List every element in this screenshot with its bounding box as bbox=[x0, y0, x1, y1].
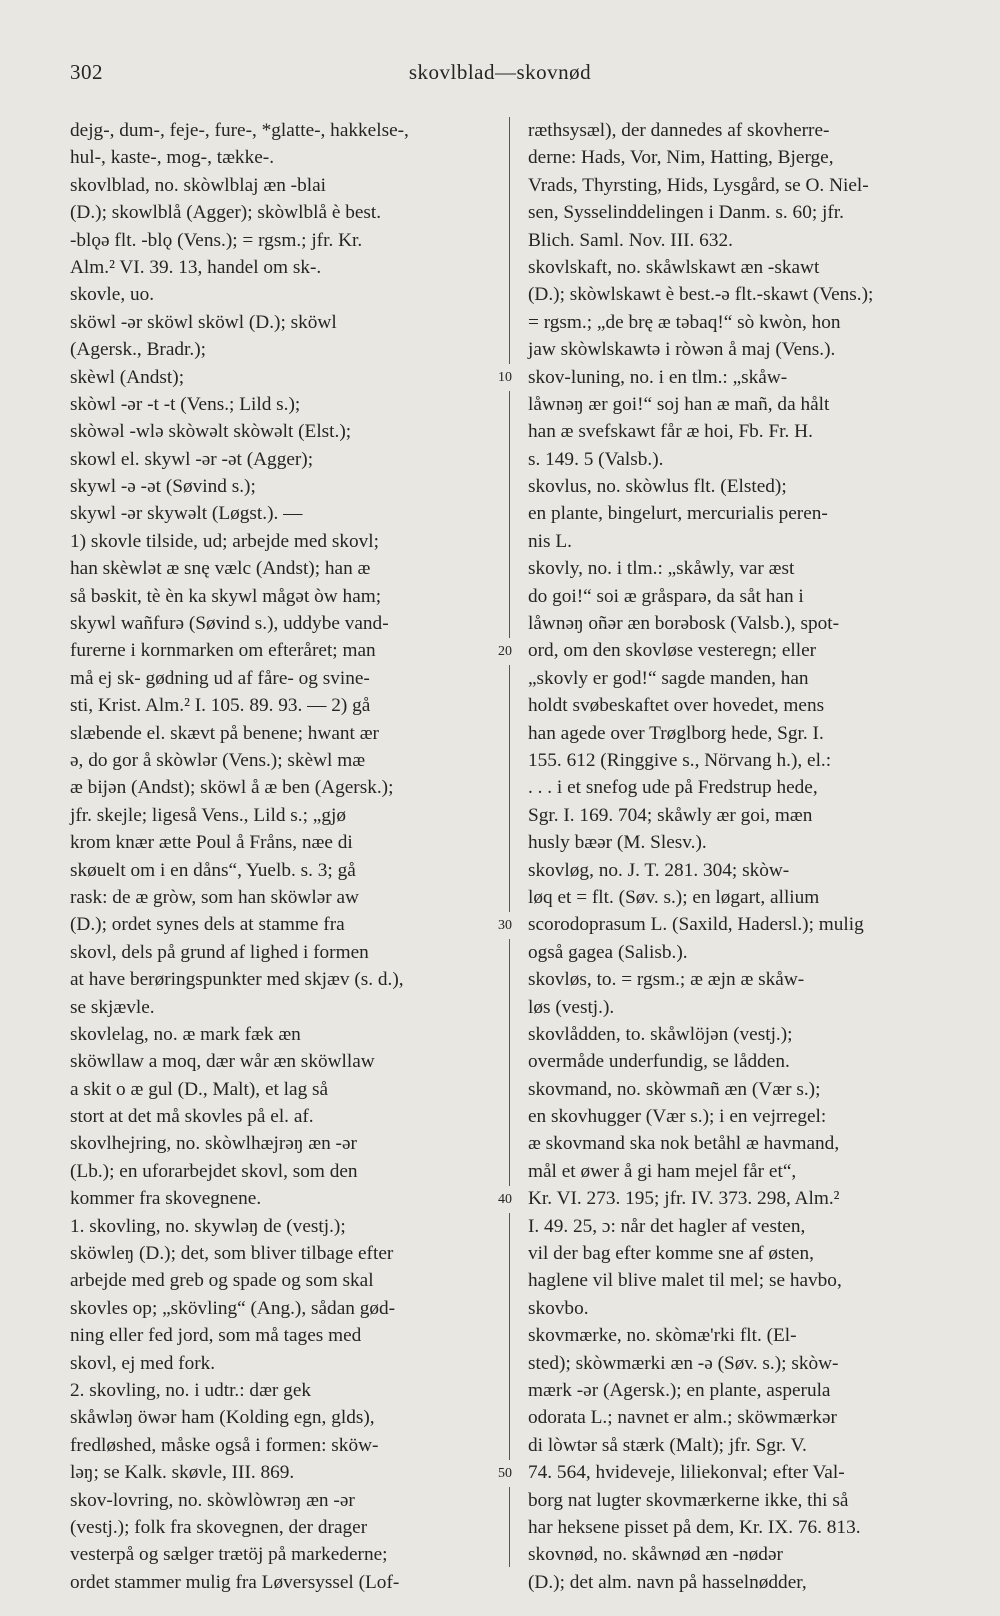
text-line: skovl, ej med fork. bbox=[70, 1352, 216, 1374]
text-line: furerne i kornmarken om efteråret; man bbox=[70, 640, 376, 662]
text-line: sköwleŋ (D.); det, som bliver tilbage efter bbox=[70, 1243, 394, 1265]
text-line: skov-luning, no. i en tlm.: „skåw- bbox=[528, 366, 788, 388]
text-line: skovly, no. i tlm.: „skåwly, var æst bbox=[528, 558, 795, 580]
text-line: sted); skòwmærki æn -ə (Søv. s.); skòw- bbox=[528, 1352, 839, 1374]
text-line: skov-lovring, no. skòwlòwrəŋ æn -ər bbox=[70, 1489, 355, 1511]
text-line: at have berøringspunkter med skjæv (s. d.), bbox=[70, 969, 404, 991]
text-line: sköwl -ər sköwl sköwl (D.); sköwl bbox=[70, 311, 337, 333]
text-line: se skjævle. bbox=[70, 996, 155, 1018]
text-line: skovmærke, no. skòmæ'rki flt. (El- bbox=[528, 1325, 797, 1347]
text-line: rask: de æ gròw, som han sköwlər aw bbox=[70, 886, 359, 908]
text-line: skovles op; „skövling“ (Ang.), sådan gød- bbox=[70, 1297, 396, 1319]
text-line: ræthsysæl), der dannedes af skovherre- bbox=[528, 120, 830, 141]
line-number: 30 bbox=[489, 912, 521, 939]
text-line: sti, Krist. Alm.² I. 105. 89. 93. — 2) gå bbox=[70, 695, 371, 717]
text-line: en plante, bingelurt, mercurialis peren- bbox=[528, 503, 828, 525]
text-line: s. 149. 5 (Valsb.). bbox=[528, 448, 664, 470]
text-line: (D.); ordet synes dels at stamme fra bbox=[70, 914, 345, 936]
running-head: skovlblad—skovnød bbox=[408, 60, 592, 84]
text-line: æ bijən (Andst); sköwl å æ ben (Agersk.); bbox=[70, 777, 394, 799]
text-line: skovmand, no. skòwmañ æn (Vær s.); bbox=[528, 1078, 821, 1100]
text-line: skovlhejring, no. skòwlhæjrəŋ æn -ər bbox=[70, 1133, 357, 1155]
text-line: Kr. VI. 273. 195; jfr. IV. 373. 298, Alm.² bbox=[528, 1188, 840, 1210]
text-line: -blǫə flt. -blǫ (Vens.); = rgsm.; jfr. Kr. bbox=[70, 229, 363, 251]
text-line: nis L. bbox=[528, 530, 572, 552]
text-line: sköwllaw a moq, dær wår æn sköwllaw bbox=[70, 1051, 375, 1073]
text-line: (D.); skowlblå (Agger); skòwlblå è best. bbox=[70, 202, 382, 224]
text-line: ordet stammer mulig fra Løversyssel (Lof- bbox=[70, 1571, 400, 1593]
text-line: så bəskit, tè èn ka skywl mågət òw ham; bbox=[70, 585, 382, 607]
line-number: 50 bbox=[489, 1460, 521, 1487]
text-line: han æ svefskawt får æ hoi, Fb. Fr. H. bbox=[528, 421, 813, 443]
text-line: = rgsm.; „de brę æ təbaq!“ sò kwòn, hon bbox=[528, 311, 841, 333]
text-line: Sgr. I. 169. 704; skåwly ær goi, mæn bbox=[528, 804, 813, 826]
text-line: ə, do gor å skòwlər (Vens.); skèwl mæ bbox=[70, 749, 366, 771]
text-line: æ skovmand ska nok betåhl æ havmand, bbox=[528, 1133, 840, 1155]
text-line: sen, Sysselinddelingen i Danm. s. 60; jfr. bbox=[528, 202, 844, 224]
column-divider bbox=[509, 117, 510, 1567]
text-line: do goi!“ soi æ gråsparə, da såt han i bbox=[528, 585, 804, 607]
text-line: skovbo. bbox=[528, 1297, 589, 1319]
left-column bbox=[70, 117, 499, 1596]
text-line: skovlådden, to. skåwlöjən (vestj.); bbox=[528, 1023, 793, 1045]
text-line: ləŋ; se Kalk. skøvle, III. 869. bbox=[70, 1462, 295, 1484]
text-line: . . . i et snefog ude på Fredstrup hede, bbox=[528, 777, 818, 799]
text-line: slæbende el. skævt på benene; hwant ær bbox=[70, 722, 379, 744]
text-line: haglene vil blive malet til mel; se havbo, bbox=[528, 1270, 842, 1292]
text-line: (Lb.); en uforarbejdet skovl, som den bbox=[70, 1160, 358, 1182]
text-line: „skovly er god!“ sagde manden, han bbox=[528, 667, 809, 689]
text-line: krom knær ætte Poul å Fråns, næe di bbox=[70, 832, 353, 854]
right-column bbox=[528, 117, 957, 1596]
text-line: stort at det må skovles på el. af. bbox=[70, 1106, 314, 1128]
text-line: skovle, uo. bbox=[70, 284, 155, 306]
text-line: har heksene pisset på dem, Kr. IX. 76. 813. bbox=[528, 1516, 861, 1538]
text-line: vesterpå og sælger trætöj på markederne; bbox=[70, 1544, 388, 1566]
text-line: mærk -ər (Agersk.); en plante, asperula bbox=[528, 1379, 831, 1401]
text-line: Alm.² VI. 39. 13, handel om sk-. bbox=[70, 256, 322, 278]
text-line: borg nat lugter skovmærkerne ikke, thi så bbox=[528, 1489, 849, 1511]
text-line: (vestj.); folk fra skovegnen, der drager bbox=[70, 1516, 368, 1538]
text-line: skywl -ər skywəlt (Løgst.). — bbox=[70, 503, 303, 525]
text-line: jaw skòwlskawtə i ròwən å maj (Vens.). bbox=[528, 339, 836, 361]
text-line: ning eller fed jord, som må tages med bbox=[70, 1325, 362, 1347]
text-line: derne: Hads, Vor, Nim, Hatting, Bjerge, bbox=[528, 147, 834, 169]
text-line: løs (vestj.). bbox=[528, 996, 615, 1018]
text-line: skòwl -ər -t -t (Vens.; Lild s.); bbox=[70, 393, 301, 415]
text-line: fredløshed, måske også i formen: sköw- bbox=[70, 1434, 379, 1456]
text-line: skovlblad, no. skòwlblaj æn -blai bbox=[70, 174, 326, 196]
text-line: (D.); skòwlskawt è best.-ə flt.-skawt (Vens.); bbox=[528, 284, 874, 306]
text-line: skovnød, no. skåwnød æn -nødər bbox=[528, 1544, 783, 1566]
text-line: også gagea (Salisb.). bbox=[528, 941, 688, 963]
text-line: arbejde med greb og spade og som skal bbox=[70, 1270, 374, 1292]
text-line: skovlus, no. skòwlus flt. (Elsted); bbox=[528, 476, 787, 498]
text-line: 1) skovle tilside, ud; arbejde med skovl; bbox=[70, 530, 379, 552]
text-line: jfr. skejle; ligeså Vens., Lild s.; „gjø bbox=[70, 804, 346, 826]
text-line: 74. 564, hvideveje, liliekonval; efter Val- bbox=[528, 1462, 845, 1484]
text-line: låwnəŋ oñər æn borəbosk (Valsb.), spot- bbox=[528, 613, 840, 635]
text-line: skywl -ə -ət (Søvind s.); bbox=[70, 476, 256, 498]
text-line: skèwl (Andst); bbox=[70, 366, 185, 388]
text-line: må ej sk- gødning ud af fåre- og svine- bbox=[70, 667, 370, 689]
page-number: 302 bbox=[70, 60, 103, 84]
text-line: vil der bag efter komme sne af østen, bbox=[528, 1243, 814, 1265]
text-line: I. 49. 25, ɔ: når det hagler af vesten, bbox=[528, 1215, 806, 1237]
text-line: skowl el. skywl -ər -ət (Agger); bbox=[70, 448, 314, 470]
text-line: han agede over Trøglborg hede, Sgr. I. bbox=[528, 722, 824, 744]
text-line: skovlskaft, no. skåwlskawt æn -skawt bbox=[528, 256, 820, 278]
text-line: skøuelt om i en dåns“, Yuelb. s. 3; gå bbox=[70, 859, 356, 881]
text-line: skòwəl -wlə skòwəlt skòwəlt (Elst.); bbox=[70, 421, 352, 443]
line-number: 40 bbox=[489, 1186, 521, 1213]
text-line: mål et øwer å gi ham mejel får et“, bbox=[528, 1160, 797, 1182]
text-line: løq et = flt. (Søv. s.); en løgart, allium bbox=[528, 886, 820, 908]
text-line: skovløg, no. J. T. 281. 304; skòw- bbox=[528, 859, 790, 881]
text-line: holdt svøbeskaftet over hovedet, mens bbox=[528, 695, 825, 717]
text-line: skovl, dels på grund af lighed i formen bbox=[70, 941, 369, 963]
text-line: (Agersk., Bradr.); bbox=[70, 339, 207, 361]
page-header bbox=[70, 60, 930, 90]
text-line: skywl wañfurə (Søvind s.), uddybe vand- bbox=[70, 613, 389, 635]
text-line: 155. 612 (Ringgive s., Nörvang h.), el.: bbox=[528, 749, 832, 771]
text-line: skovløs, to. = rgsm.; æ æjn æ skåw- bbox=[528, 969, 805, 991]
text-line: dejg-, dum-, feje-, fure-, *glatte-, hakkelse-, bbox=[70, 120, 409, 141]
line-number: 20 bbox=[489, 638, 521, 665]
text-line: husly bæər (M. Slesv.). bbox=[528, 832, 707, 854]
text-line: ord, om den skovløse vesteregn; eller bbox=[528, 640, 817, 662]
text-line: hul-, kaste-, mog-, tække-. bbox=[70, 147, 275, 169]
text-line: a skit o æ gul (D., Malt), et lag så bbox=[70, 1078, 329, 1100]
text-line: overmåde underfundig, se lådden. bbox=[528, 1051, 790, 1073]
text-line: 2. skovling, no. i udtr.: dær gek bbox=[70, 1379, 312, 1401]
line-number: 10 bbox=[489, 364, 521, 391]
text-line: en skovhugger (Vær s.); i en vejrregel: bbox=[528, 1106, 827, 1128]
text-line: kommer fra skovegnene. bbox=[70, 1188, 262, 1210]
text-line: 1. skovling, no. skywləŋ de (vestj.); bbox=[70, 1215, 346, 1237]
text-line: scorodoprasum L. (Saxild, Hadersl.); mulig bbox=[528, 914, 864, 936]
text-line: Vrads, Thyrsting, Hids, Lysgård, se O. Niel- bbox=[528, 174, 869, 196]
text-line: odorata L.; navnet er alm.; sköwmærkər bbox=[528, 1407, 837, 1429]
text-line: skåwləŋ öwər ham (Kolding egn, glds), bbox=[70, 1407, 375, 1429]
text-line: låwnəŋ ær goi!“ soj han æ mañ, da hålt bbox=[528, 393, 830, 415]
text-line: skovlelag, no. æ mark fæk æn bbox=[70, 1023, 301, 1045]
text-line: (D.); det alm. navn på hasselnødder, bbox=[528, 1571, 807, 1593]
text-line: han skèwlət æ snę vælc (Andst); han æ bbox=[70, 558, 371, 580]
text-line: di lòwtər så stærk (Malt); jfr. Sgr. V. bbox=[528, 1434, 807, 1456]
text-line: Blich. Saml. Nov. III. 632. bbox=[528, 229, 733, 251]
